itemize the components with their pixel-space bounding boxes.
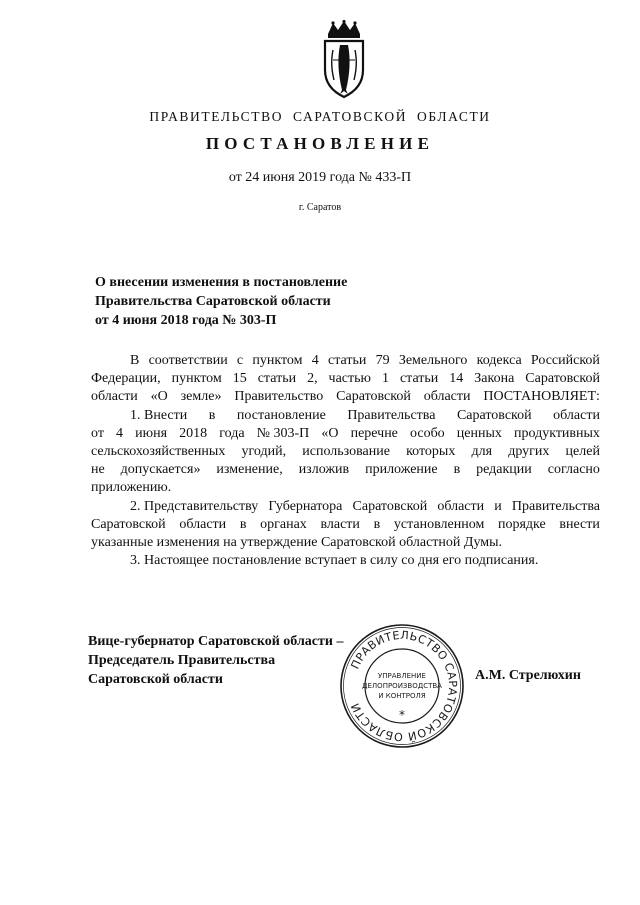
body-word: приложение	[365, 462, 438, 478]
body-word: июня	[135, 425, 168, 441]
document-subject	[95, 273, 415, 330]
body-line	[91, 516, 600, 534]
body-word: области	[179, 516, 227, 532]
body-word: статьи	[257, 371, 297, 387]
body-word: области	[553, 407, 600, 423]
stamp-inner-line: УПРАВЛЕНИЕ	[378, 672, 426, 680]
body-word: установленном	[393, 516, 485, 532]
body-word: Федерации,	[91, 371, 161, 387]
body-word: Губернатора	[268, 498, 343, 514]
body-word: внести	[559, 516, 600, 532]
body-word: и	[494, 498, 502, 514]
body-word: Саратовской	[352, 498, 428, 514]
body-word: Российской	[530, 353, 600, 368]
body-word: угодий,	[241, 443, 287, 459]
body-word: 79	[375, 353, 390, 368]
body-word: для	[471, 443, 493, 459]
body-line: указанные изменения на утверждение Саратовской областной Думы.	[91, 534, 503, 550]
body-word: ПОСТАНОВЛЯЕТ:	[483, 389, 600, 405]
body-word: области	[91, 389, 138, 405]
body-word: 4	[116, 425, 124, 441]
body-word: Правительства	[347, 407, 436, 423]
body-word: власти	[320, 516, 360, 532]
body-word: 1. Внести	[130, 407, 188, 423]
signer-name: А.М. Стрелюхин	[475, 668, 581, 683]
body-line	[91, 352, 600, 370]
stamp-inner-line: ДЕЛОПРОИЗВОДСТВА	[362, 682, 442, 690]
body-line	[91, 407, 600, 425]
body-word: порядке	[497, 516, 546, 532]
body-word: с	[236, 353, 244, 368]
body-word: сельскохозяйственных	[91, 443, 226, 459]
body-word: статьи	[399, 371, 439, 387]
body-word: Саратовской	[91, 516, 166, 532]
body-line	[91, 388, 600, 406]
stamp-star-icon: *	[399, 708, 405, 722]
body-word: других	[508, 443, 550, 459]
body-word: не	[91, 462, 105, 478]
body-word: ценных	[456, 425, 502, 441]
body-word: Саратовской	[525, 371, 600, 387]
stamp-inner-line: И КОНТРОЛЯ	[378, 692, 426, 700]
body-word: в	[373, 516, 381, 532]
body-line	[91, 443, 600, 461]
body-word: Саратовской	[456, 407, 532, 423]
body-word: Правительство	[234, 389, 324, 405]
body-word: 14	[449, 371, 464, 387]
government-title: ПРАВИТЕЛЬСТВО САРАТОВСКОЙ ОБЛАСТИ	[149, 109, 491, 124]
body-word: Закона	[474, 371, 515, 387]
body-word: года	[219, 425, 245, 441]
signer-position-line: Председатель Правительства	[88, 653, 276, 668]
body-word: 2,	[307, 371, 318, 387]
body-word: в	[453, 462, 461, 478]
body-word: постановление	[236, 407, 326, 423]
body-word: целей	[565, 443, 600, 459]
body-word: органах	[260, 516, 307, 532]
subject-line: от 4 июня 2018 года № 303-П	[95, 313, 277, 328]
body-word: 15	[232, 371, 247, 387]
body-word: перечне	[350, 425, 398, 441]
body-line: приложению.	[91, 480, 172, 496]
body-word: Саратовской	[336, 389, 411, 405]
body-word: редакции	[476, 462, 532, 478]
signer-position-line: Саратовской области	[88, 672, 223, 687]
saratov-coat-of-arms-icon	[311, 20, 377, 100]
body-word: земле»	[180, 389, 222, 405]
body-word: статьи	[327, 353, 367, 368]
body-word: Земельного	[398, 353, 468, 368]
body-word: «О	[150, 389, 168, 405]
body-line	[91, 370, 600, 388]
document-type: ПОСТАНОВЛЕНИЕ	[205, 134, 435, 153]
body-word: 1	[381, 371, 389, 387]
body-line: 3. Настоящее постановление вступает в силу со дня его подписания.	[130, 553, 539, 569]
body-word: изложив	[298, 462, 350, 478]
body-word: согласно	[547, 462, 600, 478]
body-word: особо	[410, 425, 445, 441]
body-word: области	[437, 498, 485, 514]
body-word: пунктом	[171, 371, 222, 387]
body-word: области	[423, 389, 471, 405]
body-word: в	[239, 516, 247, 532]
document-body	[91, 352, 600, 570]
body-word: Правительства	[511, 498, 600, 514]
body-word: В	[130, 353, 140, 368]
document-date-number: от 24 июня 2019 года № 433-П	[228, 170, 412, 185]
body-word: пунктом	[252, 353, 303, 368]
body-word: № 303-П	[256, 425, 310, 441]
subject-line: О внесении изменения в постановление	[95, 275, 348, 290]
body-word: продуктивных	[513, 425, 600, 441]
official-stamp	[338, 622, 466, 750]
body-word: кодекса	[476, 353, 522, 368]
body-line	[91, 461, 600, 479]
body-word: частью	[328, 371, 371, 387]
body-word: допускается»	[120, 462, 201, 478]
document-city: г. Саратов	[298, 202, 342, 213]
body-word: 2. Представительству	[130, 498, 259, 514]
body-word: от	[91, 425, 104, 441]
stamp-outer-text: ПРАВИТЕЛЬСТВО САРАТОВСКОЙ ОБЛАСТИ	[348, 628, 460, 744]
body-word: 2018	[179, 425, 208, 441]
body-word: в	[208, 407, 216, 423]
body-line	[91, 425, 600, 443]
body-word: которых	[406, 443, 456, 459]
body-word: изменение,	[216, 462, 283, 478]
body-word: использование	[302, 443, 390, 459]
body-word: «О	[321, 425, 339, 441]
body-line	[91, 498, 600, 516]
signer-position-line: Вице-губернатор Саратовской области –	[88, 634, 344, 649]
body-word: соответствии	[148, 353, 228, 368]
body-word: 4	[311, 353, 319, 368]
subject-line: Правительства Саратовской области	[95, 294, 331, 309]
